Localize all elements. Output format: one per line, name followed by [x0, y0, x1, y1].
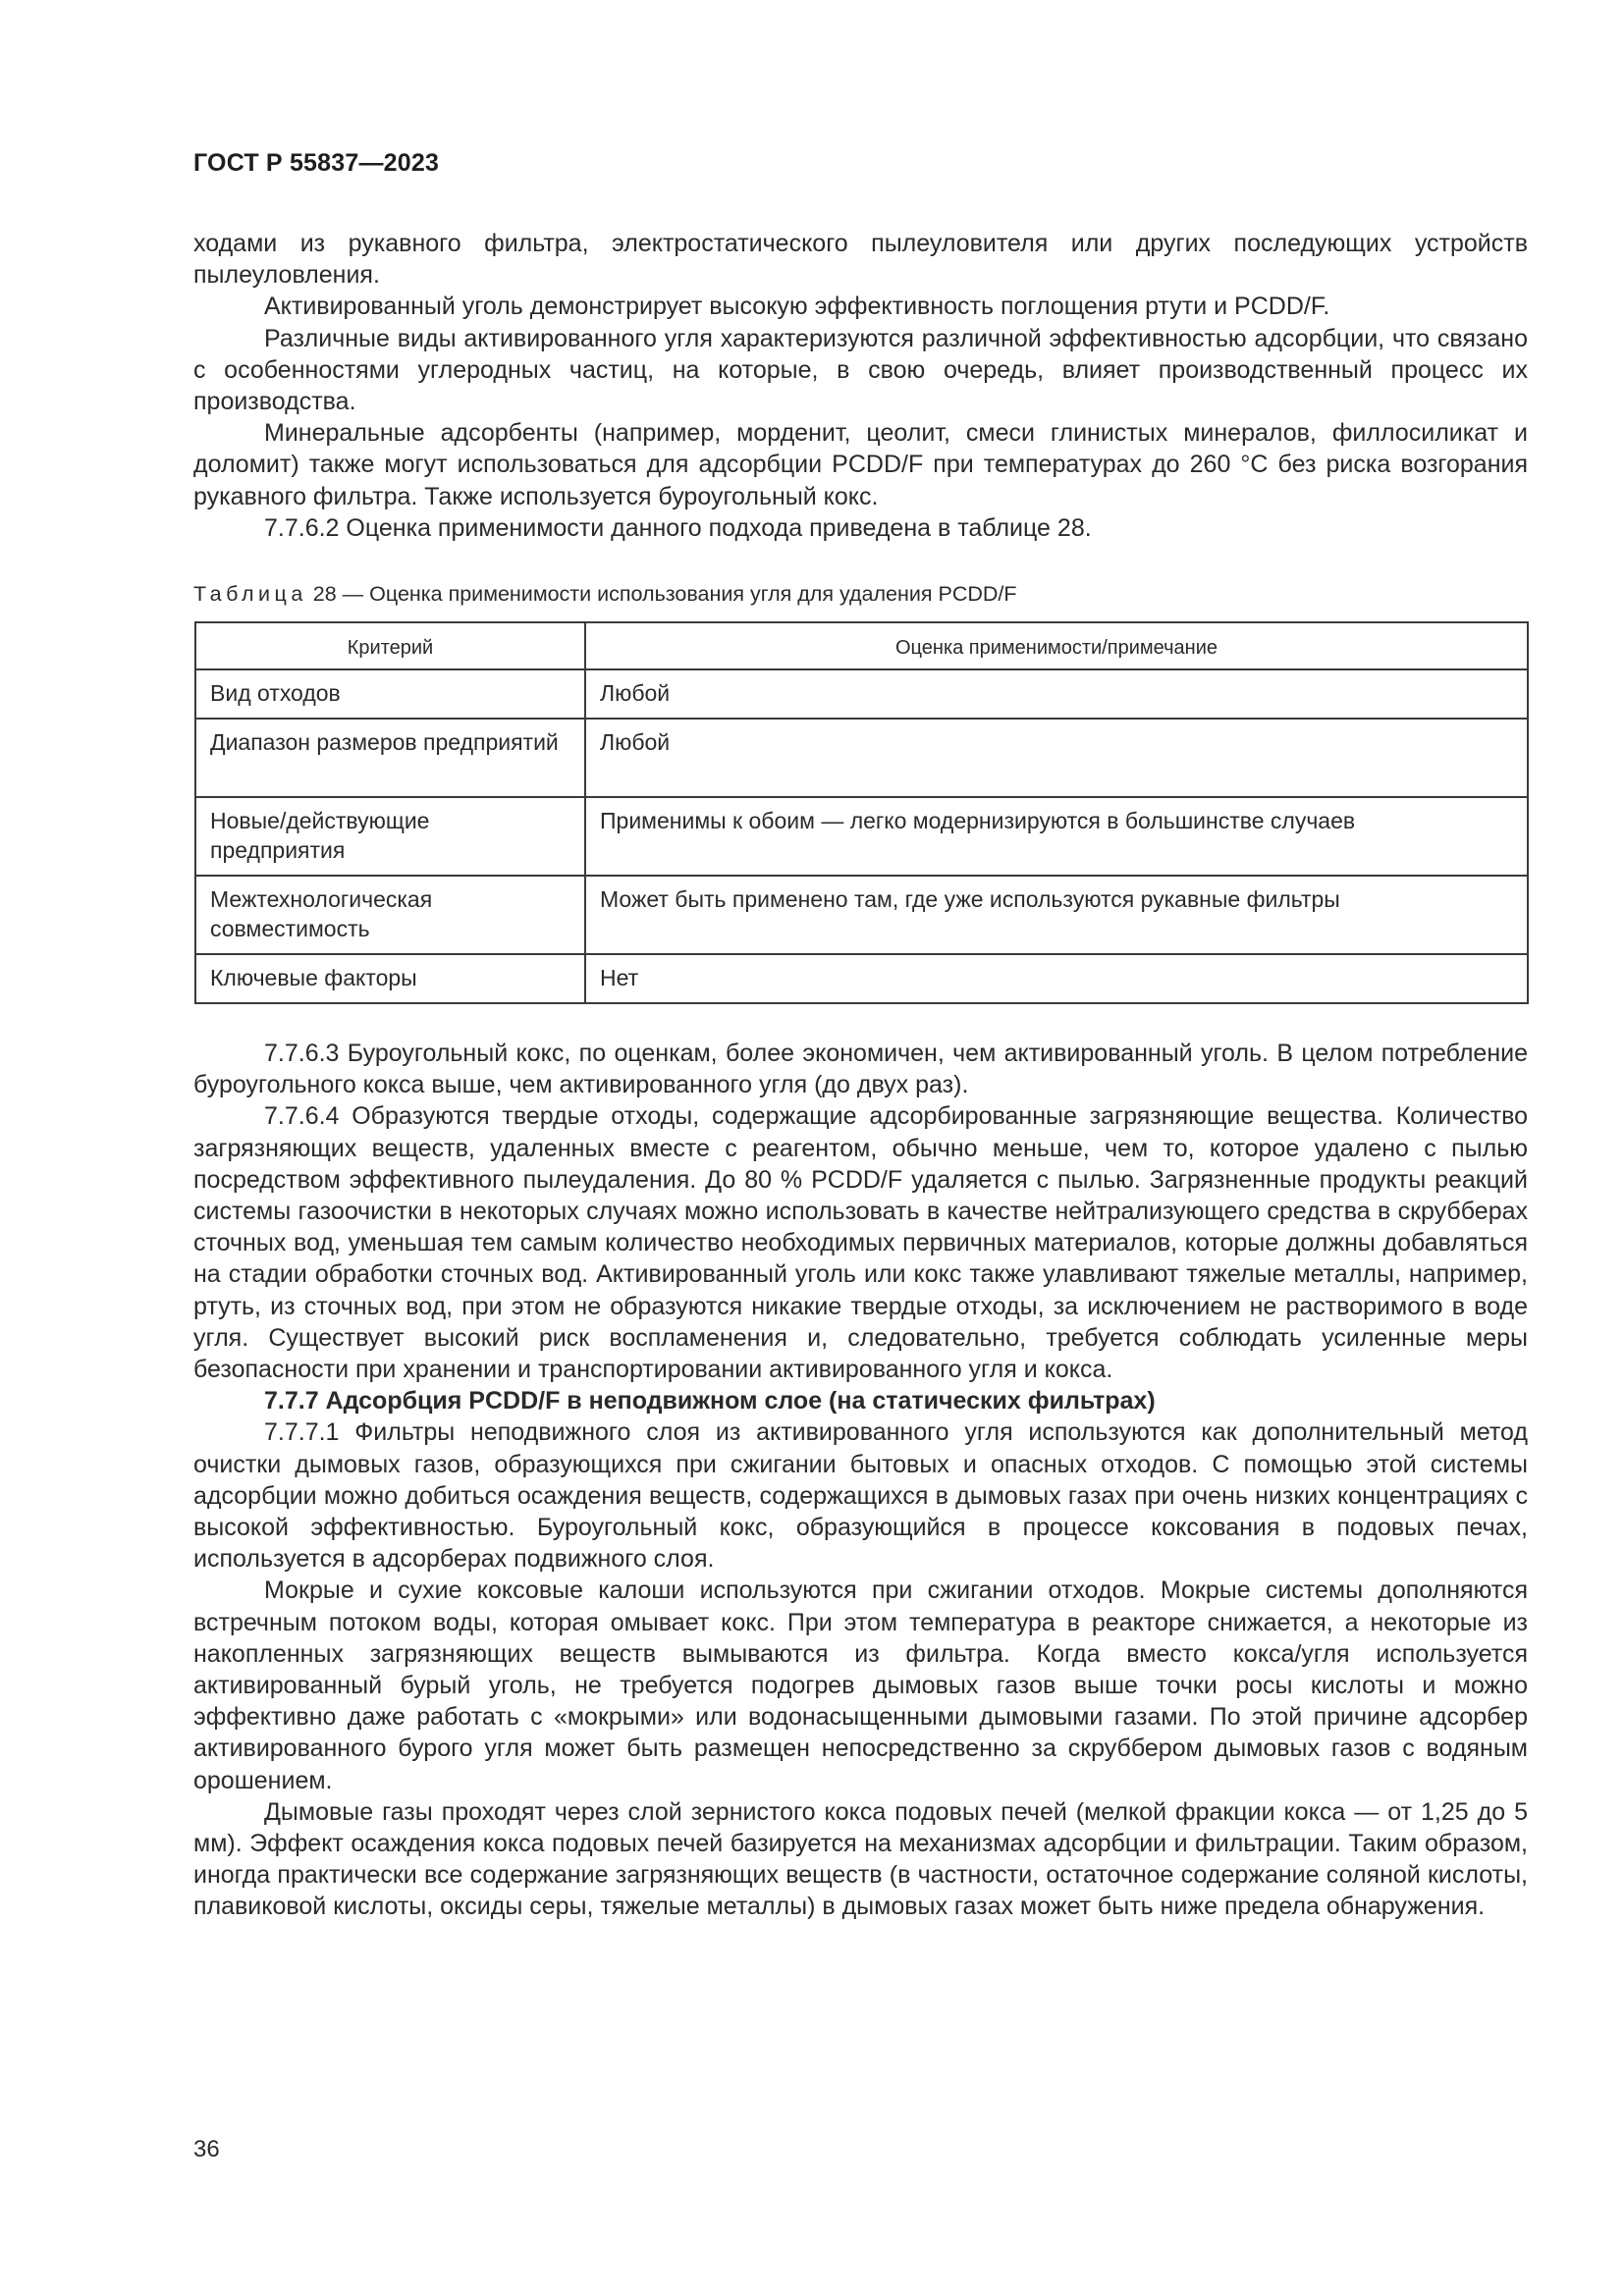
table-row [195, 876, 1528, 954]
assessment-cell: Нет [585, 954, 1528, 1003]
paragraph: ходами из рукавного фильтра, электростатического пылеуловителя или других последующих устройств пылеуловления. [193, 230, 1528, 290]
paragraph: 7.7.6.2 Оценка применимости данного подхода приведена в таблице 28. [264, 513, 1092, 542]
table-row [195, 669, 1528, 719]
table-caption [193, 579, 1017, 609]
table-caption-prefix: Таблица [193, 582, 307, 606]
paragraph: 7.7.6.4 Образуются твердые отходы, содержащие адсорбированные загрязняющие вещества. Количество загрязняющих веществ, удаленных вместе с реагентом, обычно меньше, чем то, которое удалено с пылью посредством эффективного пылеудаления. До 80 % PCDD/F удаляется с пылью. Загрязненные продукты реакций системы газоочистки в некоторых случаях можно использовать в качестве нейтрализующего средства в скрубберах сточных вод, уменьшая тем самым количество необходимых первичных материалов, которые должны добавляться на стадии обработки сточных вод. Активированный уголь или кокс также улавливают тяжелые металлы, например, ртуть, из сточных вод, при этом не образуются никакие твердые отходы, за исключением не растворимого в воде угля. Существует высокий риск воспламенения и, следовательно, требуется соблюдать усиленные меры безопасности при хранении и транспортировании активированного угля и кокса. [193, 1102, 1528, 1384]
document-header: ГОСТ Р 55837—2023 [193, 149, 440, 177]
section-heading: 7.7.7 Адсорбция PCDD/F в неподвижном слое (на статических фильтрах) [264, 1387, 1156, 1415]
criterion-cell: Новые/действующие предприятия [195, 797, 585, 876]
table-row [195, 954, 1528, 1003]
applicability-table [194, 621, 1529, 1004]
column-header-assessment: Оценка применимости/примечание [585, 622, 1528, 669]
paragraph: Различные виды активированного угля характеризуются различной эффективностью адсорбции, что связано с особенностями углеродных частиц, на которые, в свою очередь, влияет производственный процесс их производства. [193, 324, 1528, 416]
paragraph: 7.7.6.3 Буроугольный кокс, по оценкам, более экономичен, чем активированный уголь. В целом потребление буроугольного кокса выше, чем активированного угля (до двух раз). [193, 1040, 1528, 1099]
main-text-block [193, 1038, 1528, 1923]
assessment-cell: Может быть применено там, где уже используются рукавные фильтры [585, 876, 1528, 954]
intro-text-block [193, 228, 1528, 544]
paragraph: Мокрые и сухие коксовые калоши используются при сжигании отходов. Мокрые системы дополняются встречным потоком воды, которая омывает кокс. При этом температура в реакторе снижается, а некоторые из накопленных загрязняющих веществ вымываются из фильтра. Когда вместо кокса/угля используется активированный бурый уголь, не требуется подогрев дымовых газов выше точки росы кислоты и можно эффективно даже работать с «мокрыми» или водонасыщенными дымовыми газами. По этой причине адсорбер активированного бурого угля может быть размещен непосредственно за скруббером дымовых газов с водяным орошением. [193, 1576, 1528, 1794]
page-number: 36 [193, 2136, 220, 2163]
assessment-cell: Любой [585, 669, 1528, 719]
paragraph: Активированный уголь демонстрирует высокую эффективность поглощения ртути и PCDD/F. [264, 293, 1330, 321]
criterion-cell: Диапазон размеров предприятий [195, 719, 585, 797]
table-header-row [195, 622, 1528, 669]
paragraph: Минеральные адсорбенты (например, морденит, цеолит, смеси глинистых минералов, филлосиликат и доломит) также могут использоваться для адсорбции PCDD/F при температурах до 260 °C без риска возгорания рукавного фильтра. Также используется буроугольный кокс. [193, 419, 1528, 510]
paragraph: 7.7.7.1 Фильтры неподвижного слоя из активированного угля используются как дополнительный метод очистки дымовых газов, образующихся при сжигании бытовых и опасных отходов. С помощью этой системы адсорбции можно добиться осаждения веществ, содержащихся в дымовых газах при очень низких концентрациях с высокой эффективностью. Буроугольный кокс, образующийся в процессе коксования в подовых печах, используется в адсорберах подвижного слоя. [193, 1418, 1528, 1574]
criterion-cell: Межтехнологическая совместимость [195, 876, 585, 954]
assessment-cell: Любой [585, 719, 1528, 797]
paragraph: Дымовые газы проходят через слой зернистого кокса подовых печей (мелкой фракции кокса — от 1,25 до 5 мм). Эффект осаждения кокса подовых печей базируется на механизмах адсорбции и фильтрации. Таким образом, иногда практически все содержание загрязняющих веществ (в частности, остаточное содержание соляной кислоты, плавиковой кислоты, оксиды серы, тяжелые металлы) в дымовых газах может быть ниже предела обнаружения. [193, 1797, 1528, 1921]
column-header-criterion: Критерий [195, 622, 585, 669]
table-caption-text: 28 — Оценка применимости использования угля для удаления PCDD/F [306, 582, 1017, 606]
assessment-cell: Применимы к обоим — легко модернизируются в большинстве случаев [585, 797, 1528, 876]
table-row [195, 719, 1528, 797]
criterion-cell: Ключевые факторы [195, 954, 585, 1003]
table-row [195, 797, 1528, 876]
criterion-cell: Вид отходов [195, 669, 585, 719]
